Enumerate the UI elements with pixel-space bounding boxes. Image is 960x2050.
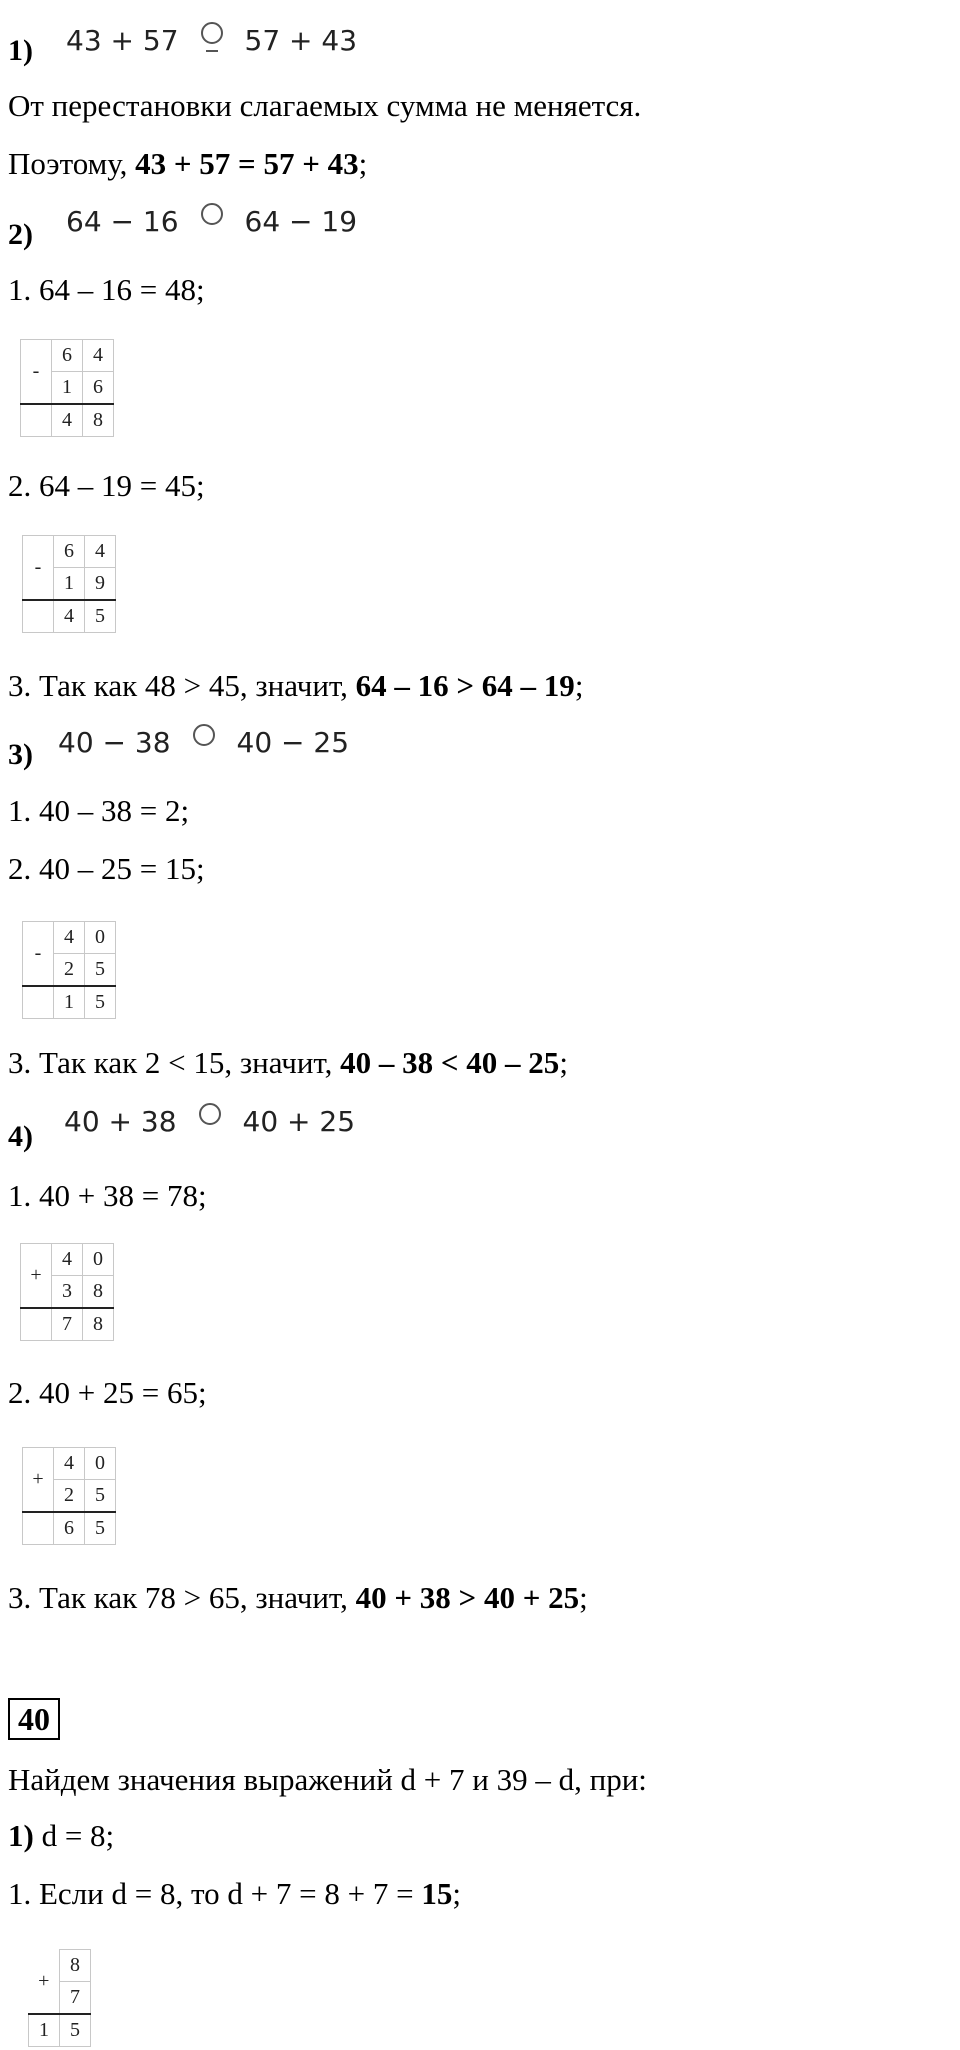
conclusion-line: 3. Так как 2 < 15, значит, 40 – 38 < 40 – 25;	[8, 1045, 568, 1080]
conclusion-line: 3. Так как 48 > 45, значит, 64 – 16 > 64 – 19;	[8, 668, 584, 703]
operator: -	[21, 340, 52, 405]
text-line: От перестановки слагаемых сумма не меняется.	[8, 88, 642, 123]
conclusion-line: 3. Так как 78 > 65, значит, 40 + 38 > 40 + 25;	[8, 1580, 588, 1615]
step-line: 2. 64 – 19 = 45;	[8, 468, 205, 503]
expression-left: 40 − 38	[58, 726, 171, 759]
comparison-expression	[64, 1103, 355, 1138]
compare-circle-icon	[201, 22, 223, 44]
comparison-expression	[58, 724, 349, 759]
column-calculation: - 4 0 2 5 1 5	[22, 921, 116, 1019]
expression-left: 40 + 38	[64, 1105, 177, 1138]
sub-item: 1) d = 8;	[8, 1818, 115, 1853]
item-number: 3)	[8, 738, 33, 771]
step-line: 2. 40 – 25 = 15;	[8, 851, 205, 886]
expression-right: 57 + 43	[244, 24, 358, 57]
step-line: 2. 40 + 25 = 65;	[8, 1375, 207, 1410]
step-line: 1. 40 + 38 = 78;	[8, 1178, 207, 1213]
item-number: 2)	[8, 218, 33, 251]
expression-right: 40 + 25	[242, 1105, 356, 1138]
compare-circle-icon	[199, 1103, 221, 1125]
expression-left: 64 − 16	[66, 205, 179, 238]
column-calculation: - 6 4 1 6 4 8	[20, 339, 114, 437]
compare-circle-icon	[201, 203, 223, 225]
comparison-expression	[66, 203, 357, 238]
column-calculation: + 8 7 1 5	[28, 1949, 91, 2047]
column-calculation: + 4 0 2 5 6 5	[22, 1447, 116, 1545]
item-number: 1)	[8, 34, 33, 67]
conclusion-line: Поэтому, 43 + 57 = 57 + 43;	[8, 146, 368, 181]
task-number-box: 40	[8, 1698, 60, 1740]
expression-right: 40 − 25	[236, 726, 350, 759]
expression-right: 64 − 19	[244, 205, 358, 238]
item-number: 4)	[8, 1120, 33, 1153]
task-intro: Найдем значения выражений d + 7 и 39 – d, при:	[8, 1762, 647, 1797]
step-line: 1. 64 – 16 = 48;	[8, 272, 205, 307]
comparison-expression	[66, 22, 357, 57]
compare-circle-icon	[193, 724, 215, 746]
step-line: 1. 40 – 38 = 2;	[8, 793, 190, 828]
column-calculation: - 6 4 1 9 4 5	[22, 535, 116, 633]
column-calculation: + 4 0 3 8 7 8	[20, 1243, 114, 1341]
expression-left: 43 + 57	[66, 24, 179, 57]
step-line: 1. Если d = 8, то d + 7 = 8 + 7 = 15;	[8, 1876, 461, 1911]
